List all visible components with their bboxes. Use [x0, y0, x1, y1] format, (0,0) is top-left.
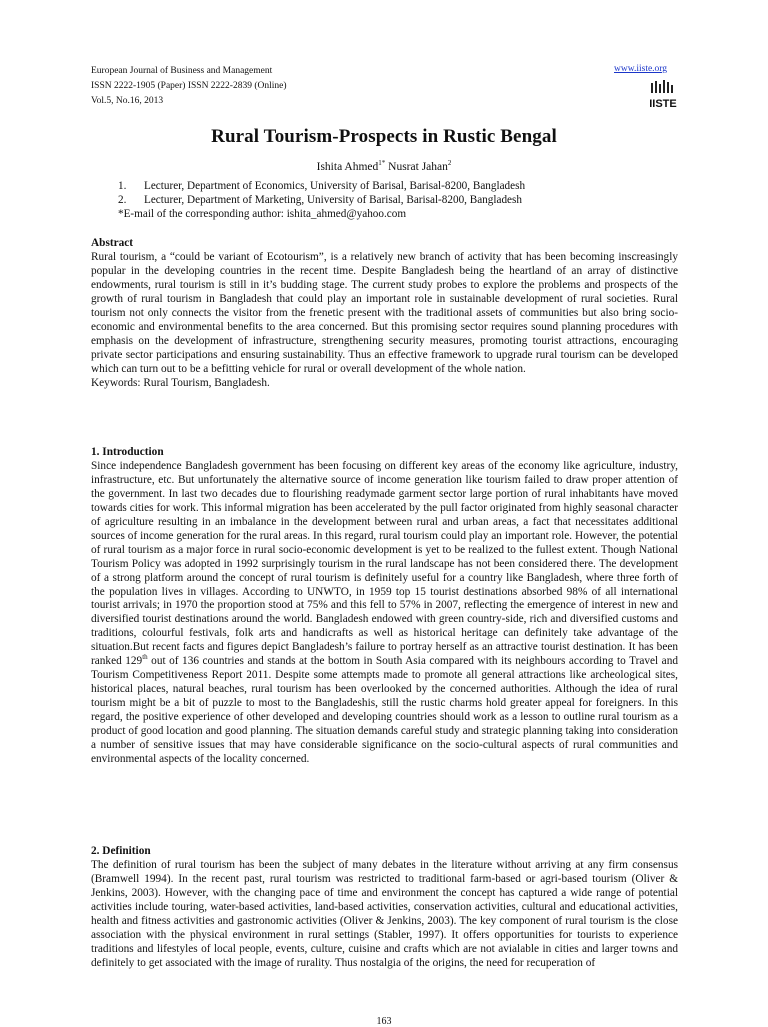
affiliation-1: 1. Lecturer, Department of Economics, University of Barisal, Barisal-8200, Bangladesh — [118, 180, 526, 192]
corresponding-email: *E-mail of the corresponding author: ishita_ahmed@yahoo.com — [118, 208, 407, 220]
definition-section — [91, 845, 678, 971]
affiliation-2: 2. Lecturer, Department of Marketing, University of Barisal, Barisal-8200, Bangladesh — [118, 194, 522, 206]
issn-line: ISSN 2222-1905 (Paper) ISSN 2222-2839 (Online) — [91, 81, 287, 91]
journal-name: European Journal of Business and Management — [91, 66, 273, 76]
keywords: Keywords: Rural Tourism, Bangladesh. — [91, 376, 270, 389]
iiste-logo — [648, 80, 678, 110]
page-number: 163 — [376, 1016, 392, 1027]
definition-text: The definition of rural tourism has been the subject of many debates in the literature without arriving at any firm consensus (Bramwell 1994). In the recent past, rural tourism was restricted to traditional farm-based or agri-based tourism (Oliver & Jenkins, 2003). However, with the changing pace of time and environment the concept has captured a wide range of potential activities include touring, water-based activities, land-based activities, conservation activities, cultural and educational activities, health and fitness activities and gastronomic activities (Oliver & Jenkins, 2003). The key component of rural tourism is the close association with the physical environment in rural settings (Stabler, 1997). It offers opportunities for tourists to experience traditions and lifestyles of local people, events, culture, cuisine and crafts which are not avialable in cities and larger towns and definitely to get associated with the image of rurality. Thus nostalgia of the origins, the need for recuperation of — [91, 858, 678, 969]
author-1: Ishita Ahmed — [316, 161, 379, 173]
abstract-text: Rural tourism, a “could be variant of Ecotourism”, is a relatively new branch of activity that has been becoming inscreasingly popular in the developing countries in the recent time. Despite Bangladesh being the heartland of an array of distinctive endowments, rural tourism is still in it’s budding stage. The current study probes to explore the problems and prospects of the growth of rural tourism in Bangladesh that could play an important role in sustainable development of rural societies. Rural tourism not only connects the visitor from the frenetic present with the traditional assets of communities but also bring socio-economic and environmental benefits to the area concerned. But this promising sector requires sound planning procedures with emphasis on the development of infrastructure, strengthening security measures, promoting tourist attractions, encouraging private sector participations and ensuring sustainability. Thus an effective framework to upgrade rural tourism can be developed which can turn out to be a befitting vehicle for rural or overall development of the whole nation. — [91, 250, 678, 375]
journal-url-link[interactable]: www.iiste.org — [614, 64, 668, 74]
author-2-sup: 2 — [447, 159, 452, 168]
author-line — [0, 161, 768, 173]
affiliation-list — [118, 179, 525, 207]
journal-header — [91, 64, 287, 109]
volume-line: Vol.5, No.16, 2013 — [91, 96, 164, 106]
author-2: Nusrat Jahan — [388, 161, 448, 173]
paper-title: Rural Tourism-Prospects in Rustic Bengal — [211, 126, 557, 147]
definition-heading: 2. Definition — [91, 845, 151, 857]
svg-text:IISTE: IISTE — [649, 98, 677, 110]
introduction-section — [91, 446, 678, 767]
introduction-heading: 1. Introduction — [91, 446, 164, 458]
abstract-heading: Abstract — [91, 237, 134, 249]
author-1-sup: 1* — [378, 159, 386, 168]
abstract-section — [91, 237, 678, 390]
introduction-text: Since independence Bangladesh government has been focusing on different key areas of the economy like agriculture, industry, infrastructure, etc. But unfortunately the alternative source of income generation like tourism failed to draw proper attention of the government. In last two decades due to flourishing readymade garment sector large portion of rural inhabitants have moved towards cities for work. This informal migration has been accelerated by the pull factor originated from highly seasonal character of agriculture resulting in an imbalance in the development between rural and urban areas, a fact that necessitates additional sources of income generation for the rural areas. In this regard, rural tourism could play an important role. However, the potential of rural tourism as a major force in rural socio-economic development is yet to be realized to the fullest extent. Though National Tourism Policy was adopted in 1992 surprisingly tourism in the rural landscape has not been considered there. The development of a strong platform around the concept of rural tourism is definitely useful for a country like Bangladesh, where three forth of the population lives in villages. According to UNWTO, in 1959 top 15 tourist destinations absorbed 98% of all international tourist arrivals; in 1970 the proportion stood at 75% and this fell to 57% in 2007, reflecting the emergence of interest in new and diversified tourist destinations around the world. Bangladesh endowed with green country-side, rich and diversified customs and traditions, colourful festivals, folk arts and handicrafts as well as historical heritage can definitely take advantage of the situation.But recent facts and figures depict Bangladesh’s failure to portray herself as an attractive tourist destination. It has been ranked 129th out of 136 countries and stands at the bottom in South Asia compared with its neighbours according to Travel and Tourism Competitiveness Report 2011. Despite some attempts made to promote all general attractions like archeological sites, historical places, natural beaches, rural tourism has been overlooked by the concerned authorities. Although the idea of rural tourism might be a bit of puzzle to most to the Bangladeshis, still the rustic charms hold greater appeal for foreigners. In this regard, the positive experience of other developed and developing countries should work as a lesson to outline rural tourism as a product of good location and good planning. The situation demands careful study and strategic planning taking into consideration a number of sensitive issues that may have considerable significance on the socio-cultural aspects of rural communities and environmental aspects of the locality concerned. — [91, 459, 678, 765]
